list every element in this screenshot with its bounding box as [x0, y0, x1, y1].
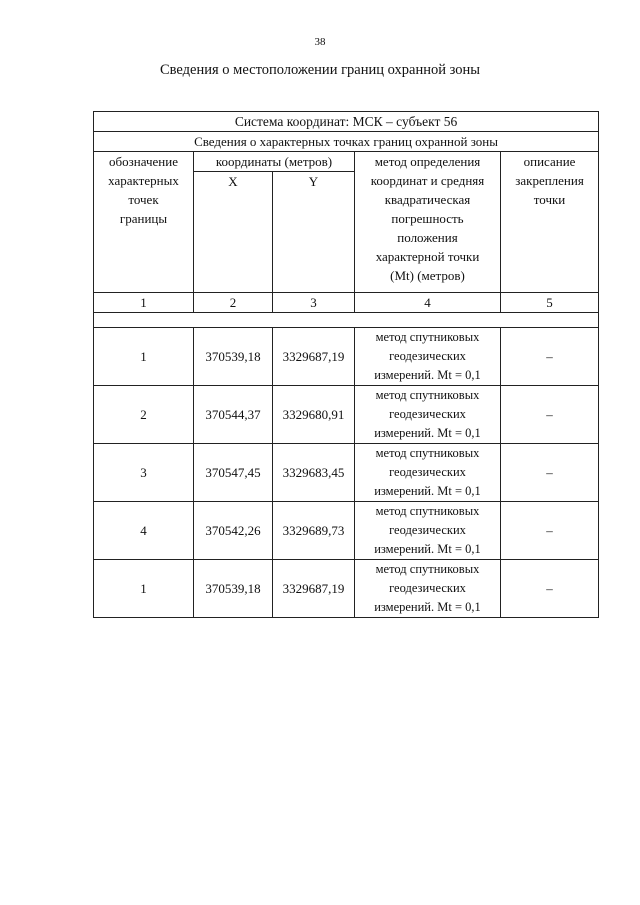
y-cell: 3329683,45: [273, 444, 355, 502]
description-cell: –: [501, 502, 599, 560]
table-row: [94, 560, 599, 618]
header-designation: [94, 152, 194, 293]
method-line: метод спутниковых: [375, 388, 480, 402]
column-number: 3: [273, 293, 355, 313]
description-cell: –: [501, 444, 599, 502]
spacer-row: [94, 313, 599, 328]
column-number: 5: [501, 293, 599, 313]
table-row: [94, 502, 599, 560]
description-cell: –: [501, 328, 599, 386]
method-cell: [355, 560, 501, 618]
method-line: геодезических: [389, 349, 466, 363]
method-line: измерений. Mt = 0,1: [374, 484, 481, 498]
column-number: 1: [94, 293, 194, 313]
header-line: точки: [533, 192, 566, 207]
coordinate-system-header: Система координат: МСК – субъект 56: [94, 112, 599, 132]
method-line: измерений. Mt = 0,1: [374, 368, 481, 382]
method-line: геодезических: [389, 581, 466, 595]
method-cell: [355, 386, 501, 444]
method-cell: [355, 328, 501, 386]
header-line: положения: [397, 230, 458, 245]
method-line: геодезических: [389, 465, 466, 479]
description-cell: –: [501, 560, 599, 618]
method-line: измерений. Mt = 0,1: [374, 426, 481, 440]
header-coordinates: координаты (метров): [194, 152, 355, 172]
point-cell: 3: [94, 444, 194, 502]
x-cell: 370539,18: [194, 560, 273, 618]
points-subtitle: Сведения о характерных точках границ охранной зоны: [94, 132, 599, 152]
method-line: геодезических: [389, 523, 466, 537]
header-x: X: [194, 172, 273, 293]
header-line: обозначение: [109, 154, 178, 169]
header-method: [355, 152, 501, 293]
method-line: метод спутниковых: [375, 504, 480, 518]
table-row: [94, 328, 599, 386]
header-description: [501, 152, 599, 293]
table-row: [94, 444, 599, 502]
header-y: Y: [273, 172, 355, 293]
header-line: точек: [128, 192, 159, 207]
header-line: погрешность: [391, 211, 464, 226]
boundary-points-table: [93, 111, 599, 618]
point-cell: 4: [94, 502, 194, 560]
header-line: квадратическая: [384, 192, 471, 207]
method-line: метод спутниковых: [375, 446, 480, 460]
x-cell: 370544,37: [194, 386, 273, 444]
point-cell: 1: [94, 328, 194, 386]
method-line: метод спутниковых: [375, 562, 480, 576]
page-number: 38: [314, 36, 326, 48]
y-cell: 3329680,91: [273, 386, 355, 444]
point-cell: 2: [94, 386, 194, 444]
header-line: описание: [523, 154, 576, 169]
x-cell: 370539,18: [194, 328, 273, 386]
method-cell: [355, 502, 501, 560]
method-cell: [355, 444, 501, 502]
header-line: закрепления: [515, 173, 584, 188]
column-number: 4: [355, 293, 501, 313]
header-line: характерных: [108, 173, 179, 188]
header-line: границы: [119, 211, 168, 226]
method-line: измерений. Mt = 0,1: [374, 542, 481, 556]
column-number: 2: [194, 293, 273, 313]
table-row: [94, 386, 599, 444]
description-cell: –: [501, 386, 599, 444]
y-cell: 3329687,19: [273, 560, 355, 618]
y-cell: 3329689,73: [273, 502, 355, 560]
method-line: геодезических: [389, 407, 466, 421]
y-cell: 3329687,19: [273, 328, 355, 386]
method-line: измерений. Mt = 0,1: [374, 600, 481, 614]
header-line: характерной точки: [375, 249, 480, 264]
header-line: координат и средняя: [370, 173, 485, 188]
method-line: метод спутниковых: [375, 330, 480, 344]
x-cell: 370542,26: [194, 502, 273, 560]
document-title: Сведения о местоположении границ охранной зоны: [159, 62, 480, 78]
header-line: метод определения: [374, 154, 481, 169]
x-cell: 370547,45: [194, 444, 273, 502]
header-line: (Mt) (метров): [390, 268, 465, 283]
point-cell: 1: [94, 560, 194, 618]
